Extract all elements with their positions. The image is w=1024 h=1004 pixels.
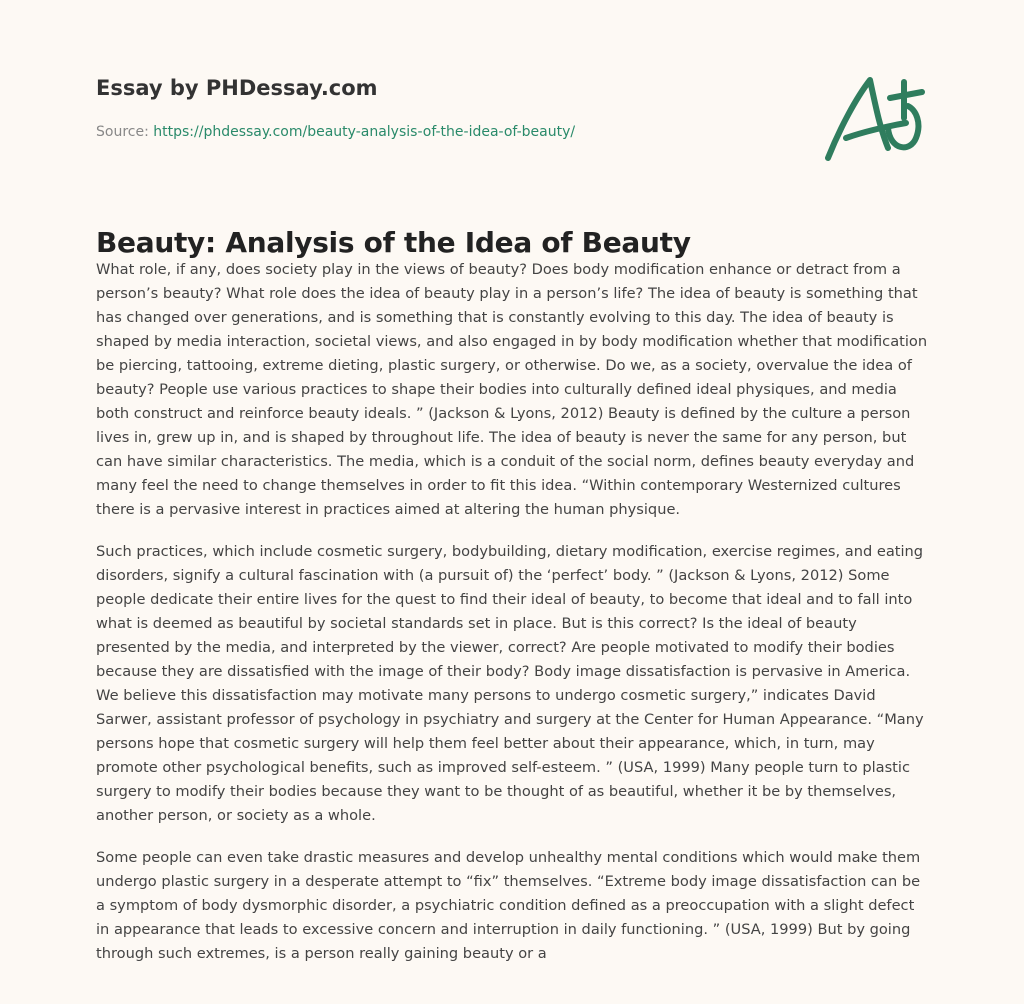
article-body [96, 258, 932, 984]
paragraph: Some people can even take drastic measures and develop unhealthy mental conditions which would make them undergo plastic surgery in a desperate attempt to “fix” themselves. “Extreme body image dissatisfaction can be a symptom of body dysmorphic disorder, a psychiatric condition defined as a preoccupation with a slight defect in appearance that leads to excessive concern and interruption in daily functioning. ” (USA, 1999) But by going through such extremes, is a person really gaining beauty or a [96, 849, 921, 962]
paragraph: Such practices, which include cosmetic surgery, bodybuilding, dietary modification, exercise regimes, and eating disorders, signify a cultural fascination with (a pursuit of) the ‘perfect’ body. ” (Jackson & Lyons, 2012) Some people dedicate their entire lives for the quest to find their ideal of beauty, to become that ideal and to fall into what is deemed as beautiful by societal standards set in place. But is this correct? Is the ideal of beauty presented by the media, and interpreted by the viewer, correct? Are people motivated to modify their bodies because they are dissatisfied with the image of their body? Body image dissatisfaction is pervasive in America. We believe this dissatisfaction may motivate many persons to undergo cosmetic surgery,” indicates David Sarwer, assistant professor of psychology in psychiatry and surgery at the Center for Human Appearance. “Many persons hope that cosmetic surgery will help them feel better about their appearance, which, in turn, may promote other psychological benefits, such as improved self-esteem. ” (USA, 1999) Many people turn to plastic surgery to modify their bodies because they want to be thought of as beautiful, whether it be by themselves, another person, or society as a whole. [96, 543, 924, 824]
paragraph: What role, if any, does society play in the views of beauty? Does body modification enhance or detract from a person’s beauty? What role does the idea of beauty play in a person’s life? The idea of beauty is something that has changed over generations, and is something that is constantly evolving to this day. The idea of beauty is shaped by media interaction, societal views, and also engaged in by body modification whether that modification be piercing, tattooing, extreme dieting, plastic surgery, or otherwise. Do we, as a society, overvalue the idea of beauty? People use various practices to shape their bodies into culturally defined ideal physiques, and media both construct and reinforce beauty ideals. ” (Jackson & Lyons, 2012) Beauty is defined by the culture a person lives in, grew up in, and is shaped by throughout life. The idea of beauty is never the same for any person, but can have similar characteristics. The media, which is a conduit of the social norm, defines beauty everyday and many feel the need to change themselves in order to fit this idea. “Within contemporary Westernized cultures there is a pervasive interest in practices aimed at altering the human physique. [96, 261, 928, 518]
source-line [96, 124, 575, 140]
source-link[interactable]: https://phdessay.com/beauty-analysis-of-the-idea-of-beauty/ [153, 124, 576, 140]
article-title: Beauty: Analysis of the Idea of Beauty [96, 226, 691, 259]
a-plus-logo-icon [818, 68, 933, 168]
source-label: Source: [96, 124, 149, 140]
site-title: Essay by PHDessay.com [96, 76, 378, 100]
